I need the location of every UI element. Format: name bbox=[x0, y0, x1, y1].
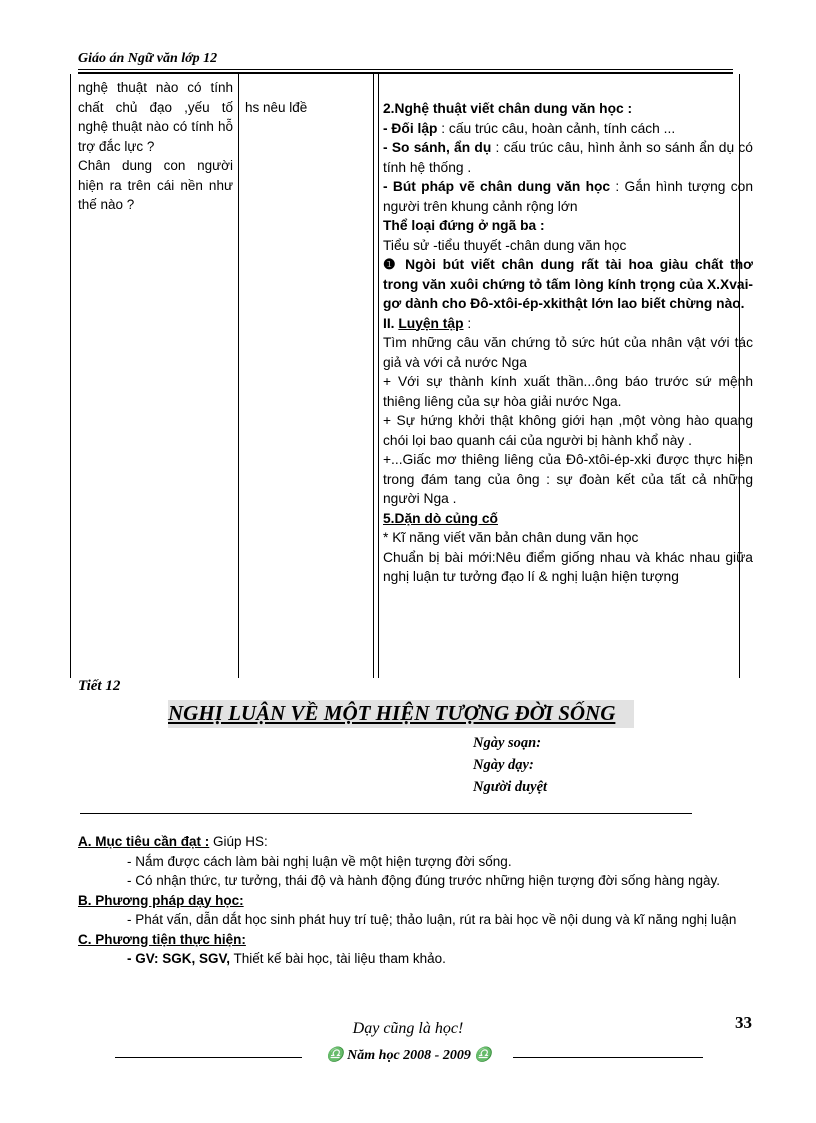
meta-approver: Người duyệt bbox=[473, 779, 548, 795]
art-item-3: - Bút pháp vẽ chân dung văn học : Gắn hình tượng con người trên khung cảnh rộng lớn bbox=[383, 179, 753, 214]
question-1: nghệ thuật nào có tính chất chủ đạo ,yếu tố nghệ thuật nào có tính hỗ trợ đắc lực ? bbox=[78, 80, 233, 154]
homework-heading: 5.Dặn dò củng cố bbox=[383, 510, 498, 526]
genre-text: Tiểu sử -tiểu thuyết -chân dung văn học bbox=[383, 237, 627, 253]
footer-year: ♎ Năm học 2008 - 2009 ♎ bbox=[326, 1048, 492, 1063]
practice-point-1: + Với sự thành kính xuất thần...ông báo trước sứ mệnh thiêng liêng của sự hòa giải nước Nga. bbox=[383, 374, 753, 409]
art-item-2: - So sánh, ẩn dụ : cấu trúc câu, hình ảnh so sánh ẩn dụ có tính hệ thống . bbox=[383, 140, 753, 175]
section-a-item-2: - Có nhận thức, tư tưởng, thái độ và hành động đúng trước những hiện tượng đời sống hàng ngày. bbox=[127, 873, 721, 888]
practice-point-2: + Sự hứng khởi thật không giới hạn ,một vòng hào quang chói lọi bao quanh cái của người bị hành khổ này . bbox=[383, 413, 753, 448]
art-heading: 2.Nghệ thuật viết chân dung văn học : bbox=[383, 101, 633, 116]
section-c-heading: C. Phương tiện thực hiện: bbox=[78, 931, 246, 947]
separator-line bbox=[80, 813, 692, 814]
section-a-heading: A. Mục tiêu cần đạt : Giúp HS: bbox=[78, 834, 268, 849]
footer-rule-left bbox=[115, 1057, 302, 1058]
table-divider-2 bbox=[373, 74, 374, 678]
lesson-number: Tiết 12 bbox=[78, 678, 121, 694]
lesson-title-box bbox=[168, 700, 634, 728]
student-activity: hs nêu lđề bbox=[245, 100, 308, 115]
summary-note: ❶ Ngòi bút viết chân dung rất tài hoa giàu chất thơ trong văn xuôi chứng tỏ tấm lòng kính trọng của X.Xvai-gơ dành cho Đô-xtôi-ép-xkithật lớn lao biết chừng nào. bbox=[383, 257, 753, 311]
practice-intro: Tìm những câu văn chứng tỏ sức hút của nhân vật với tác giả và với cả nước Nga bbox=[383, 335, 753, 370]
header-title: Giáo án Ngữ văn lớp 12 bbox=[78, 51, 218, 66]
table-border-left bbox=[70, 74, 71, 678]
page-number: 33 bbox=[735, 1013, 752, 1032]
homework-item-1: * Kĩ năng viết văn bản chân dung văn học bbox=[383, 530, 639, 545]
practice-heading: II. Luyện tập : bbox=[383, 315, 472, 331]
table-divider-1 bbox=[238, 74, 239, 678]
genre-heading: Thể loại đứng ở ngã ba : bbox=[383, 218, 545, 233]
question-2: Chân dung con người hiện ra trên cái nền như thế nào ? bbox=[78, 158, 233, 212]
lesson-title: NGHỊ LUẬN VỀ MỘT HIỆN TƯỢNG ĐỜI SỐNG bbox=[168, 701, 616, 725]
teacher-questions bbox=[78, 78, 233, 215]
footer-rule-right bbox=[513, 1057, 703, 1058]
lesson-content bbox=[383, 99, 753, 587]
section-b-item-1: - Phát vấn, dẫn dắt học sinh phát huy trí tuệ; thảo luận, rút ra bài học về nội dung và kĩ năng nghị luận bbox=[127, 912, 737, 927]
section-c-item-1: - GV: SGK, SGV, Thiết kế bài học, tài liệu tham khảo. bbox=[127, 951, 446, 966]
table-divider-3 bbox=[378, 74, 379, 678]
footer-motto: Dạy cũng là học! bbox=[352, 1020, 464, 1037]
homework-item-2: Chuẩn bị bài mới:Nêu điểm giống nhau và khác nhau giữa nghị luận tư tưởng đạo lí & nghị luận hiện tượng bbox=[383, 549, 753, 584]
section-b-heading: B. Phương pháp dạy học: bbox=[78, 892, 244, 908]
practice-point-3: +...Giấc mơ thiêng liêng của Đô-xtôi-ép-xki được thực hiện trong đám tang của ông : sự đoàn kết của tất cả những người Nga . bbox=[383, 452, 753, 506]
section-a-item-1: - Nắm được cách làm bài nghị luận về một hiện tượng đời sống. bbox=[127, 853, 512, 869]
art-item-1: - Đối lập : cấu trúc câu, hoàn cảnh, tính cách ... bbox=[383, 120, 676, 136]
meta-taught: Ngày dạy: bbox=[473, 757, 534, 773]
footer-year-line bbox=[115, 1047, 705, 1067]
meta-prepared: Ngày soạn: bbox=[473, 735, 542, 751]
lesson-meta bbox=[473, 732, 547, 798]
lesson-sections bbox=[78, 832, 748, 969]
header-rule bbox=[78, 69, 733, 70]
